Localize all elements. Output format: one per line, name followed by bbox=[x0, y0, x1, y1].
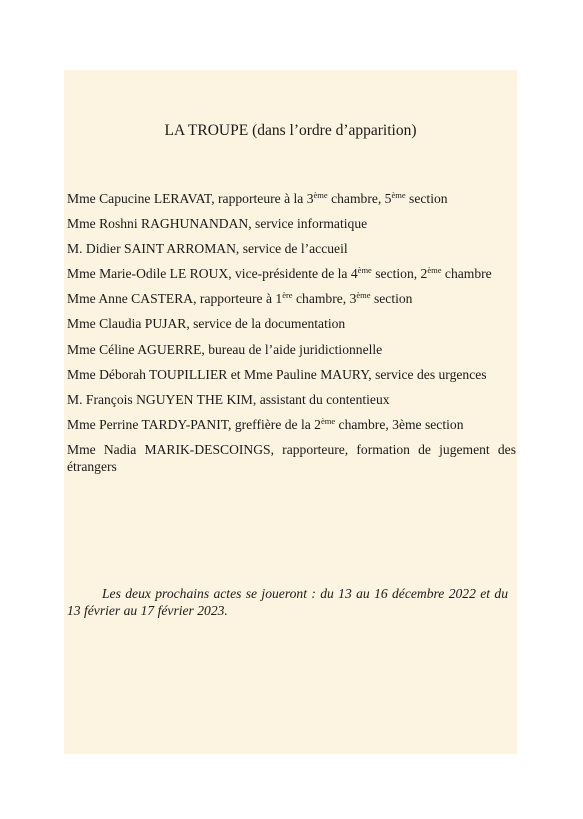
cast-member: Mme Nadia MARIK-DESCOINGS, rapporteure, formation de jugement des étrangers bbox=[67, 441, 516, 474]
cast-member: Mme Céline AGUERRE, bureau de l’aide juridictionnelle bbox=[67, 341, 383, 357]
document-page bbox=[64, 70, 517, 754]
document-title: LA TROUPE (dans l’ordre d’apparition) bbox=[164, 122, 417, 139]
cast-member: M. François NGUYEN THE KIM, assistant du contentieux bbox=[67, 391, 390, 407]
closing-note: Les deux prochains actes se joueront : du 13 au 16 décembre 2022 et du 13 février au 17 février 2023. bbox=[67, 586, 508, 618]
cast-member: Mme Déborah TOUPILLIER et Mme Pauline MAURY, service des urgences bbox=[67, 366, 487, 382]
cast-member: Mme Marie-Odile LE ROUX, vice-présidente de la 4ème section, 2ème chambre bbox=[67, 265, 492, 282]
cast-member: Mme Capucine LERAVAT, rapporteure à la 3ème chambre, 5ème section bbox=[67, 190, 448, 206]
cast-member: M. Didier SAINT ARROMAN, service de l’accueil bbox=[67, 241, 348, 257]
cast-member: Mme Anne CASTERA, rapporteure à 1ère chambre, 3ème section bbox=[67, 290, 413, 307]
cast-list bbox=[67, 190, 516, 475]
cast-member: Mme Claudia PUJAR, service de la documentation bbox=[67, 316, 346, 332]
cast-member: Mme Perrine TARDY-PANIT, greffière de la 2ème chambre, 3ème section bbox=[67, 415, 464, 432]
cast-member: Mme Roshni RAGHUNANDAN, service informatique bbox=[67, 216, 368, 232]
